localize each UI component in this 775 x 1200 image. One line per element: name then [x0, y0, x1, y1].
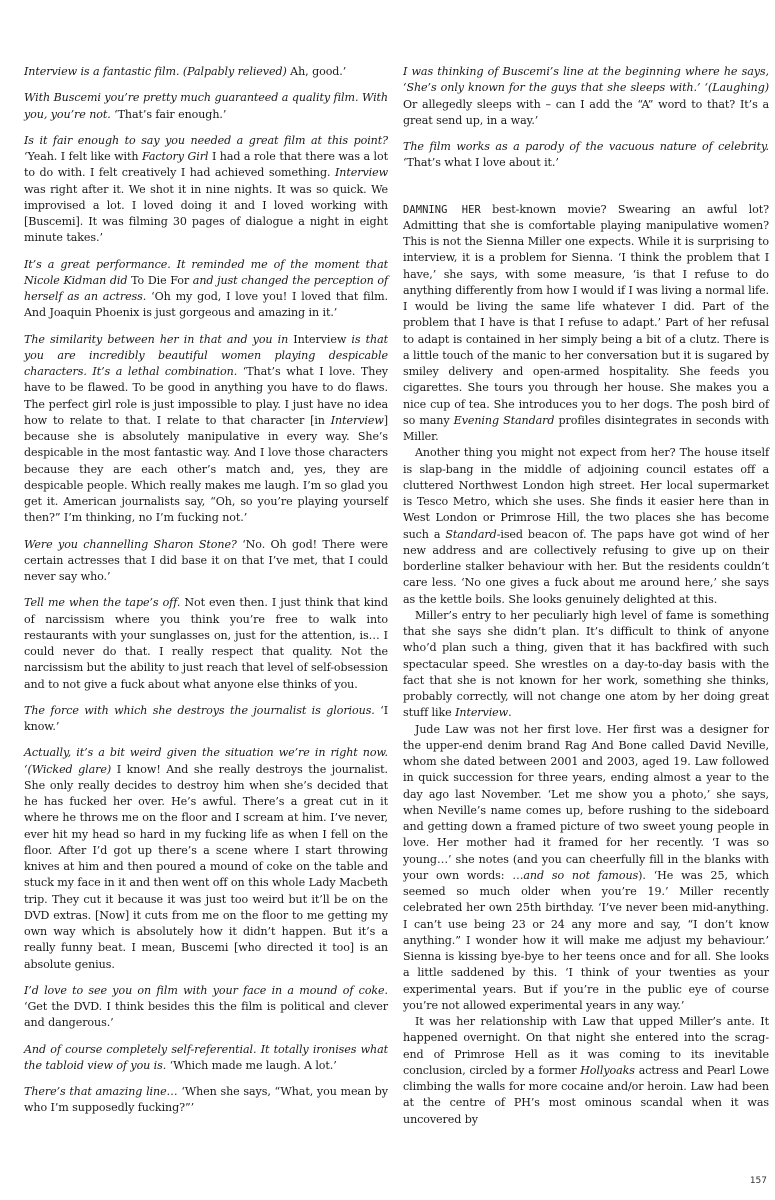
- story-text: actress and Pearl Lowe climbing the walls for more cocaine and/or heroin. Law had been at the centre of PH’s most ominous scandal when it was uncovered by: [403, 1063, 769, 1126]
- answer-text: (Palpably relieved): [182, 65, 287, 78]
- qa-paragraph: [24, 595, 388, 693]
- answer-text: ‘(Wicked glare): [24, 762, 112, 776]
- qa-paragraph: [403, 64, 769, 129]
- question-text: I’d love to see you on film with your face in a mound of coke.: [24, 983, 388, 997]
- story-paragraph: [403, 1014, 769, 1128]
- question-text: is that you are incredibly beautiful women playing despicable characters. It’s a lethal combination.: [24, 332, 388, 378]
- qa-paragraph: [24, 90, 388, 123]
- right-column: [403, 64, 769, 1128]
- answer-text: I had a role that there was a lot to do with. I felt creatively I had achieved something.: [24, 150, 388, 180]
- story-text: Interview: [455, 706, 509, 720]
- question-text: With Buscemi you’re pretty much guaranteed a quality film. With you, you’re not.: [24, 91, 388, 121]
- question-text: To Die For: [131, 273, 190, 287]
- qa-paragraph: [24, 537, 388, 586]
- story-text: Evening Standard: [453, 413, 555, 427]
- answer-text: Interview: [334, 166, 388, 180]
- story-text: Standard: [445, 527, 497, 541]
- answer-text: ‘Which made me laugh. A lot.’: [169, 1058, 337, 1072]
- answer-text: Factory Girl: [142, 150, 209, 163]
- answer-text: ‘That’s what I love about it.’: [403, 156, 559, 170]
- left-column: [24, 64, 388, 1127]
- story-text: .: [508, 706, 512, 720]
- story-text: It was her relationship with Law that upped Miller’s ante. It happened overnight. On that night she entered into the scrag-end of Primrose Hell as it was coming to its inevitable conclusion, circled by a former: [403, 1015, 769, 1077]
- story-text: Jude Law was not her first love. Her first was a designer for the upper-end denim brand Rag And Bone called David Neville, whom she dated between 2001 and 2003, aged 19. Law followed in quick succession for three years, ending almost a year to the day ago last November. ‘Let me show you a photo,’ she says, when Neville’s name comes up, before rushing to the sideboard and getting down a framed picture of two sweet young people in love. Her mother had it framed for her recently. ‘I was so young…’ she notes (and you can cheerfully fill in the blanks with your own words:: [403, 722, 769, 882]
- answer-text: ‘I know.’: [24, 703, 388, 733]
- answer-text: I know! And she really destroys the journalist. She only really decides to destroy him when she’s decided that he has fucked her over. He’s awful. There’s a great cut in it where he throws me on the floor and I scream at him. I’ve never, ever hit my head so hard in my fucking life as when I fell on the floor. After I’d got up there’s a scene where I start throwing knives at him and then poured a mound of coke on the table and stuck my face in it and then went off on this whole Lady Macbeth trip. They cut it because it was just too weird but it’ll be on the DVD extras. [Now] it cuts from me on the floor to me getting my own way which is absolutely how it didn’t happen. But it’s a really funny beat. I mean, Buscemi [who directed it too] is an absolute genius.: [24, 762, 388, 971]
- answer-text: ‘Yeah. I felt like with: [24, 150, 142, 163]
- qa-paragraph: [24, 1042, 388, 1075]
- right-qa-block: [403, 64, 769, 172]
- story-text: profiles disintegrates in seconds with Miller.: [403, 413, 769, 443]
- story-text: Hollyoaks: [580, 1063, 635, 1077]
- question-text: Tell me when the tape’s off.: [24, 596, 181, 610]
- qa-paragraph: [24, 332, 388, 527]
- answer-text: ] because she is absolutely manipulative in every way. She’s despicable in the most fantastic way. And I love those characters because they are each other’s match and, yes, they are despicable people. Which really makes me laugh. I’m so glad you get it. American journalists say, “Oh, so you’re playing yourself then?” I’m thinking, no I’m fucking not.’: [24, 413, 388, 525]
- page-number: 157: [749, 1176, 767, 1186]
- story-text: best-known movie? Swearing an awful lot? Admitting that she is comfortable playing manipulative women? This is not the Sienna Miller one expects. While it is surprising to interview, it is a problem for Sienna. ‘I think the problem that I have,’ she says, with some measure, ‘is that I refuse to do anything differently from how I would if I was living a normal life. I would be living the same life whatever I did. Part of the problem that I have is that I refuse to adapt.’ Part of her refusal to adapt is contained in her simply being a bit of a clutz. There is a little touch of the manic to her conversation but it is sugared by smiley delivery and open-armed hospitality. She feeds you cigarettes. She tours you through her house. She makes you a nice cup of tea. She introduces you to her dogs. The posh bird of so many: [403, 202, 770, 427]
- story-paragraph: [403, 202, 769, 446]
- story-text: -ised beacon of. The paps have got wind of her new address and are collectively refusing to give up on their borderline stalker behaviour with her. But the residents couldn’t care less. ‘No one gives a fuck about me around here,’ she says as the kettle boils. She looks genuinely delighted at this.: [403, 527, 769, 606]
- qa-paragraph: [24, 257, 388, 322]
- question-text: I was thinking of Buscemi’s line at the beginning where he says, ‘She’s only known for the guys that she sleeps with.’: [403, 65, 769, 95]
- question-text: Were you channelling Sharon Stone?: [24, 537, 237, 551]
- story-text: …and so not famous: [512, 868, 639, 882]
- question-text: Interview is a fantastic film.: [24, 65, 180, 78]
- question-text: Is it fair enough to say you needed a great film at this point?: [24, 133, 388, 147]
- question-text: It’s a great performance. It reminded me of the moment that Nicole Kidman did: [24, 257, 388, 287]
- question-text: Actually, it’s a bit weird given the situation we’re in right now.: [24, 746, 388, 760]
- question-text: The film works as a parody of the vacuous nature of celebrity.: [403, 140, 769, 153]
- story-text: ). ‘He was 25, which seemed so much older when you’re 19.’ Miller recently celebrated her own 25th birthday. ‘I’ve never been mid-anything. I can’t use being 23 or 24 any more and say, “I don’t know anything.” I wonder how it will make me adjust my behaviour.’ Sienna is kissing bye-bye to her teens once and for all. She looks a little saddened by this. ‘I think of your twenties as your experimental years. But if you’re in the public eye of course you’re not allowed experimental years in any way.’: [403, 868, 769, 1012]
- answer-text: ‘When she says, “What, you mean by who I’m supposedly fucking?”’: [24, 1085, 388, 1115]
- answer-text: Or allegedly sleeps with – can I add the “A” word to that? It’s a great send up, in a way.’: [403, 97, 769, 127]
- qa-paragraph: [24, 1084, 388, 1117]
- answer-text: ‘No. Oh god! There were certain actresses that I did base it on that I’ve met, that I could never say who.’: [24, 537, 389, 583]
- feature-story: [403, 202, 769, 1128]
- answer-text: ‘That’s what I love. They have to be flawed. To be good in anything you have to do flaws. The perfect girl role is just impossible to play. I just have no idea how to relate to that. I relate to that character [in: [24, 365, 388, 427]
- question-text: and just changed the perception of herself as an actress.: [24, 273, 388, 303]
- answer-text: Interview: [330, 413, 384, 427]
- qa-paragraph: [24, 133, 388, 247]
- qa-paragraph: [24, 703, 388, 736]
- answer-text: was right after it. We shot it in nine nights. It was so quick. We improvised a lot. I loved doing it and I loved working with [Buscemi]. It was filming 30 pages of dialogue a night in eight minute takes.’: [24, 182, 388, 245]
- qa-paragraph: [403, 139, 769, 172]
- question-text: The force with which she destroys the journalist is glorious.: [24, 703, 375, 717]
- qa-paragraph: [24, 983, 388, 1032]
- story-paragraph: [403, 608, 769, 722]
- answer-text: Ah, good.’: [286, 65, 347, 78]
- story-text: Miller’s entry to her peculiarly high level of fame is something that she says she didn’t plan. It’s difficult to think of anyone who’d plan such a thing, given that it has backfired with such spectacular speed. She wrestles on a day-to-day basis with the fact that she is not known for her work, something she thinks, probably correctly, will not change one atom by her doing great stuff like: [403, 608, 769, 720]
- answer-text: ‘(Laughing): [704, 81, 769, 95]
- story-paragraph: [403, 445, 769, 608]
- story-paragraph: [403, 722, 769, 1015]
- answer-text: ‘That’s fair enough.’: [114, 107, 227, 121]
- answer-text: ‘Oh my god, I love you! I loved that film. And Joaquin Phoenix is just gorgeous and amazing in it.’: [24, 290, 388, 320]
- qa-paragraph: [24, 64, 388, 80]
- story-text: Another thing you might not expect from her? The house itself is slap-bang in the middle of adjoining council estates off a cluttered Northwest London high street. Her local supermarket is Tesco Metro, which she uses. She finds it easier here than in West London or Primrose Hill, the two places she has become such a: [403, 446, 769, 541]
- question-text: There’s that amazing line…: [24, 1085, 178, 1098]
- qa-paragraph: [24, 745, 388, 973]
- answer-text: ‘Get the DVD. I think besides this the film is political and clever and dangerous.’: [24, 1000, 388, 1030]
- question-text: The similarity between her in that and you in: [24, 332, 294, 346]
- question-text: Interview: [293, 332, 347, 346]
- question-text: And of course completely self-referential. It totally ironises what the tabloid view of you is.: [24, 1042, 388, 1072]
- story-lead-in: DAMNING HER: [403, 203, 481, 216]
- answer-text: Not even then. I just think that kind of narcissism where you think you’re free to walk into restaurants with your sunglasses on, just for the attention, is… I could never do that. I really respect that quality. Not the narcissism but the ability to just reach that level of self-obsession and to not give a fuck about what anyone else thinks of you.: [24, 596, 389, 691]
